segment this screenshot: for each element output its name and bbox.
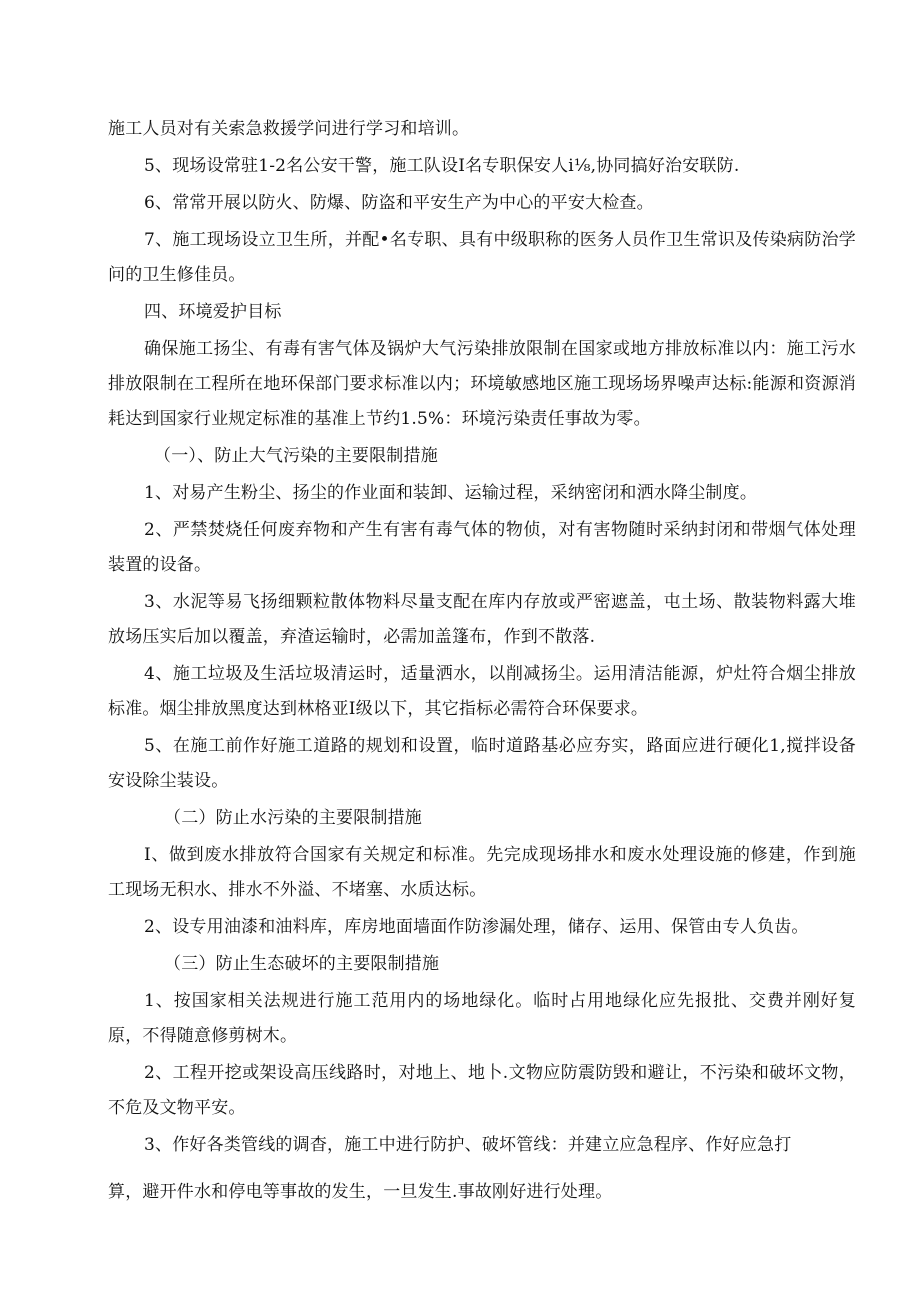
paragraph-air-4: 4、施工垃圾及生活垃圾清运时，适量洒水，以削减扬尘。运用清洁能源，炉灶符合烟尘排放标准。烟尘排放黑度达到林格亚I级以下，其它指标必需符合环保要求。 [108, 664, 856, 719]
paragraph-air-3: 3、水泥等易飞扬细颗粒散体物料尽量支配在库内存放或严密遮盖，屯土场、散装物料露大堆放场压实后加以覆盖，弃渣运输时，必需加盖篷布，作到不散落. [108, 592, 856, 647]
subheading-water-pollution: （二）防止水污染的主要限制措施 [164, 808, 422, 828]
paragraph-item-5: 5、现场设常驻1-2名公安干警，施工队设I名专职保安人i⅛,协同搞好治安联防. [144, 156, 740, 176]
paragraph-item-6: 6、常常开展以防火、防爆、防盗和平安生产为中心的平安大检查。 [144, 193, 654, 213]
paragraph-water-2: 2、设专用油漆和油料库，库房地面墙面作防渗漏处理，储存、运用、保管由专人负齿。 [144, 917, 809, 937]
subheading-air-pollution: （一）、防止大气污染的主要限制措施 [154, 446, 438, 466]
paragraph-air-1: 1、对易产生粉尘、扬尘的作业面和装卸、运输过程，采纳密闭和洒水降尘制度。 [144, 483, 758, 503]
section-heading-environment: 四、环境爱护目标 [144, 302, 282, 322]
paragraph-ecology-1: 1、按国家相关法规进行施工范用内的场地绿化。临时占用地绿化应先报批、交费并刚好复原，不得随意修剪树木。 [108, 991, 856, 1046]
paragraph-water-1: I、做到废水排放符合国家有关规定和标准。先完成现场排水和废水处理设施的修建，作到施工现场无积水、排水不外溢、不堵塞、水质达标。 [108, 845, 856, 900]
document-body [108, 112, 856, 1210]
paragraph-air-5: 5、在施工前作好施工道路的规划和设置，临时道路基必应夯实，路面应进行硬化1,搅拌设备安设除尘装设。 [108, 736, 856, 791]
paragraph-ecology-3-continuation: 算，避开件水和停电等事故的发生，一旦发生.事故刚好进行处理。 [108, 1182, 613, 1202]
paragraph-ecology-3: 3、作好各类管线的调杳，施工中进行防护、破坏管线：并建立应急程序、作好应急打 [144, 1135, 792, 1155]
paragraph-continuation: 施工人员对有关索急救援学问进行学习和培训。 [108, 119, 470, 139]
paragraph-environment-goal: 确保施工扬尘、有毒有害气体及锅炉大气污染排放限制在国家或地方排放标准以内：施工污水排放限制在工程所在地环保部门要求标准以内；环境敏感地区施工现场场界噪声达标:能源和资源消耗达到国家行业规定标准的基准上节约1.5%：环境污染责任事故为零。 [108, 339, 856, 429]
subheading-ecology: （三）防止生态破坏的主要限制措施 [164, 954, 440, 974]
paragraph-item-7: 7、施工现场设立卫生所，并配•名专职、具有中级职称的医务人员作卫生常识及传染病防治学问的卫生修佳员。 [108, 230, 856, 285]
paragraph-air-2: 2、严禁焚烧任何废弃物和产生有害有毒气体的物侦，对有害物随时采纳封闭和带烟气体处理装置的设备。 [108, 520, 856, 575]
paragraph-ecology-2: 2、工程开挖或架设高压线路时，对地上、地卜.文物应防震防毁和避让，不污染和破坏文物，不危及文物平安。 [108, 1063, 856, 1118]
